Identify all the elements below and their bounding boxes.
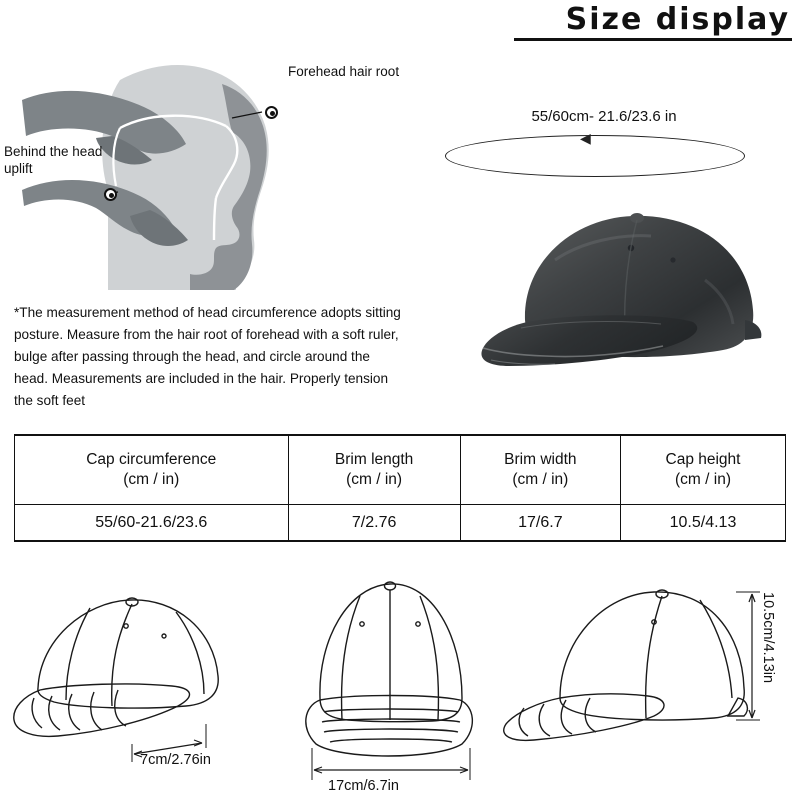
table-cell: 17/6.7 bbox=[460, 505, 620, 541]
table-row bbox=[15, 505, 785, 541]
left-arrow-icon: ◀ bbox=[580, 130, 591, 146]
brim-width-dimension-label: 17cm/6.7in bbox=[328, 778, 399, 794]
table-cell: 10.5/4.13 bbox=[621, 505, 786, 541]
header-unit: (cm / in) bbox=[512, 471, 569, 489]
target-dot-icon-behind bbox=[104, 188, 117, 201]
cap-photo-block bbox=[405, 100, 795, 400]
table-header-row bbox=[15, 436, 785, 505]
cap-product-image bbox=[405, 170, 795, 400]
table-cell: 55/60-21.6/23.6 bbox=[15, 505, 288, 541]
cap-drawing-side bbox=[504, 590, 760, 740]
table-header-cell bbox=[288, 436, 460, 505]
size-table bbox=[14, 434, 786, 542]
header-unit: (cm / in) bbox=[123, 471, 180, 489]
page-title: Size display bbox=[565, 2, 790, 37]
table-cell: 7/2.76 bbox=[288, 505, 460, 541]
forehead-hair-root-label: Forehead hair root bbox=[288, 64, 400, 79]
header-unit: (cm / in) bbox=[346, 471, 403, 489]
technical-drawings bbox=[0, 548, 800, 800]
header-name: Cap circumference bbox=[86, 451, 217, 469]
cap-height-dimension-label: 10.5cm/4.13in bbox=[760, 592, 776, 684]
header-name: Brim width bbox=[504, 451, 577, 469]
target-dot-icon-forehead bbox=[265, 106, 278, 119]
table-header-cell bbox=[460, 436, 620, 505]
brim-length-dimension-label: 7cm/2.76in bbox=[140, 752, 211, 768]
header-unit: (cm / in) bbox=[675, 471, 731, 489]
table-header-cell bbox=[15, 436, 288, 505]
behind-head-uplift-label: Behind the head uplift bbox=[4, 144, 103, 176]
cap-drawing-three-quarter bbox=[14, 598, 218, 762]
measurement-note: *The measurement method of head circumference adopts sitting posture. Measure from the hair root of forehead with a soft ruler, bulge after passing through the head, and circle around the head. Measurements are included in the hair. Properly tension the soft feet bbox=[14, 305, 401, 409]
circumference-label: 55/60cm- 21.6/23.6 in bbox=[531, 108, 677, 125]
header-name: Cap height bbox=[665, 451, 741, 469]
header-name: Brim length bbox=[334, 451, 414, 469]
title-underline bbox=[514, 38, 792, 41]
cap-drawing-front bbox=[306, 582, 473, 780]
table-header-cell bbox=[621, 436, 786, 505]
